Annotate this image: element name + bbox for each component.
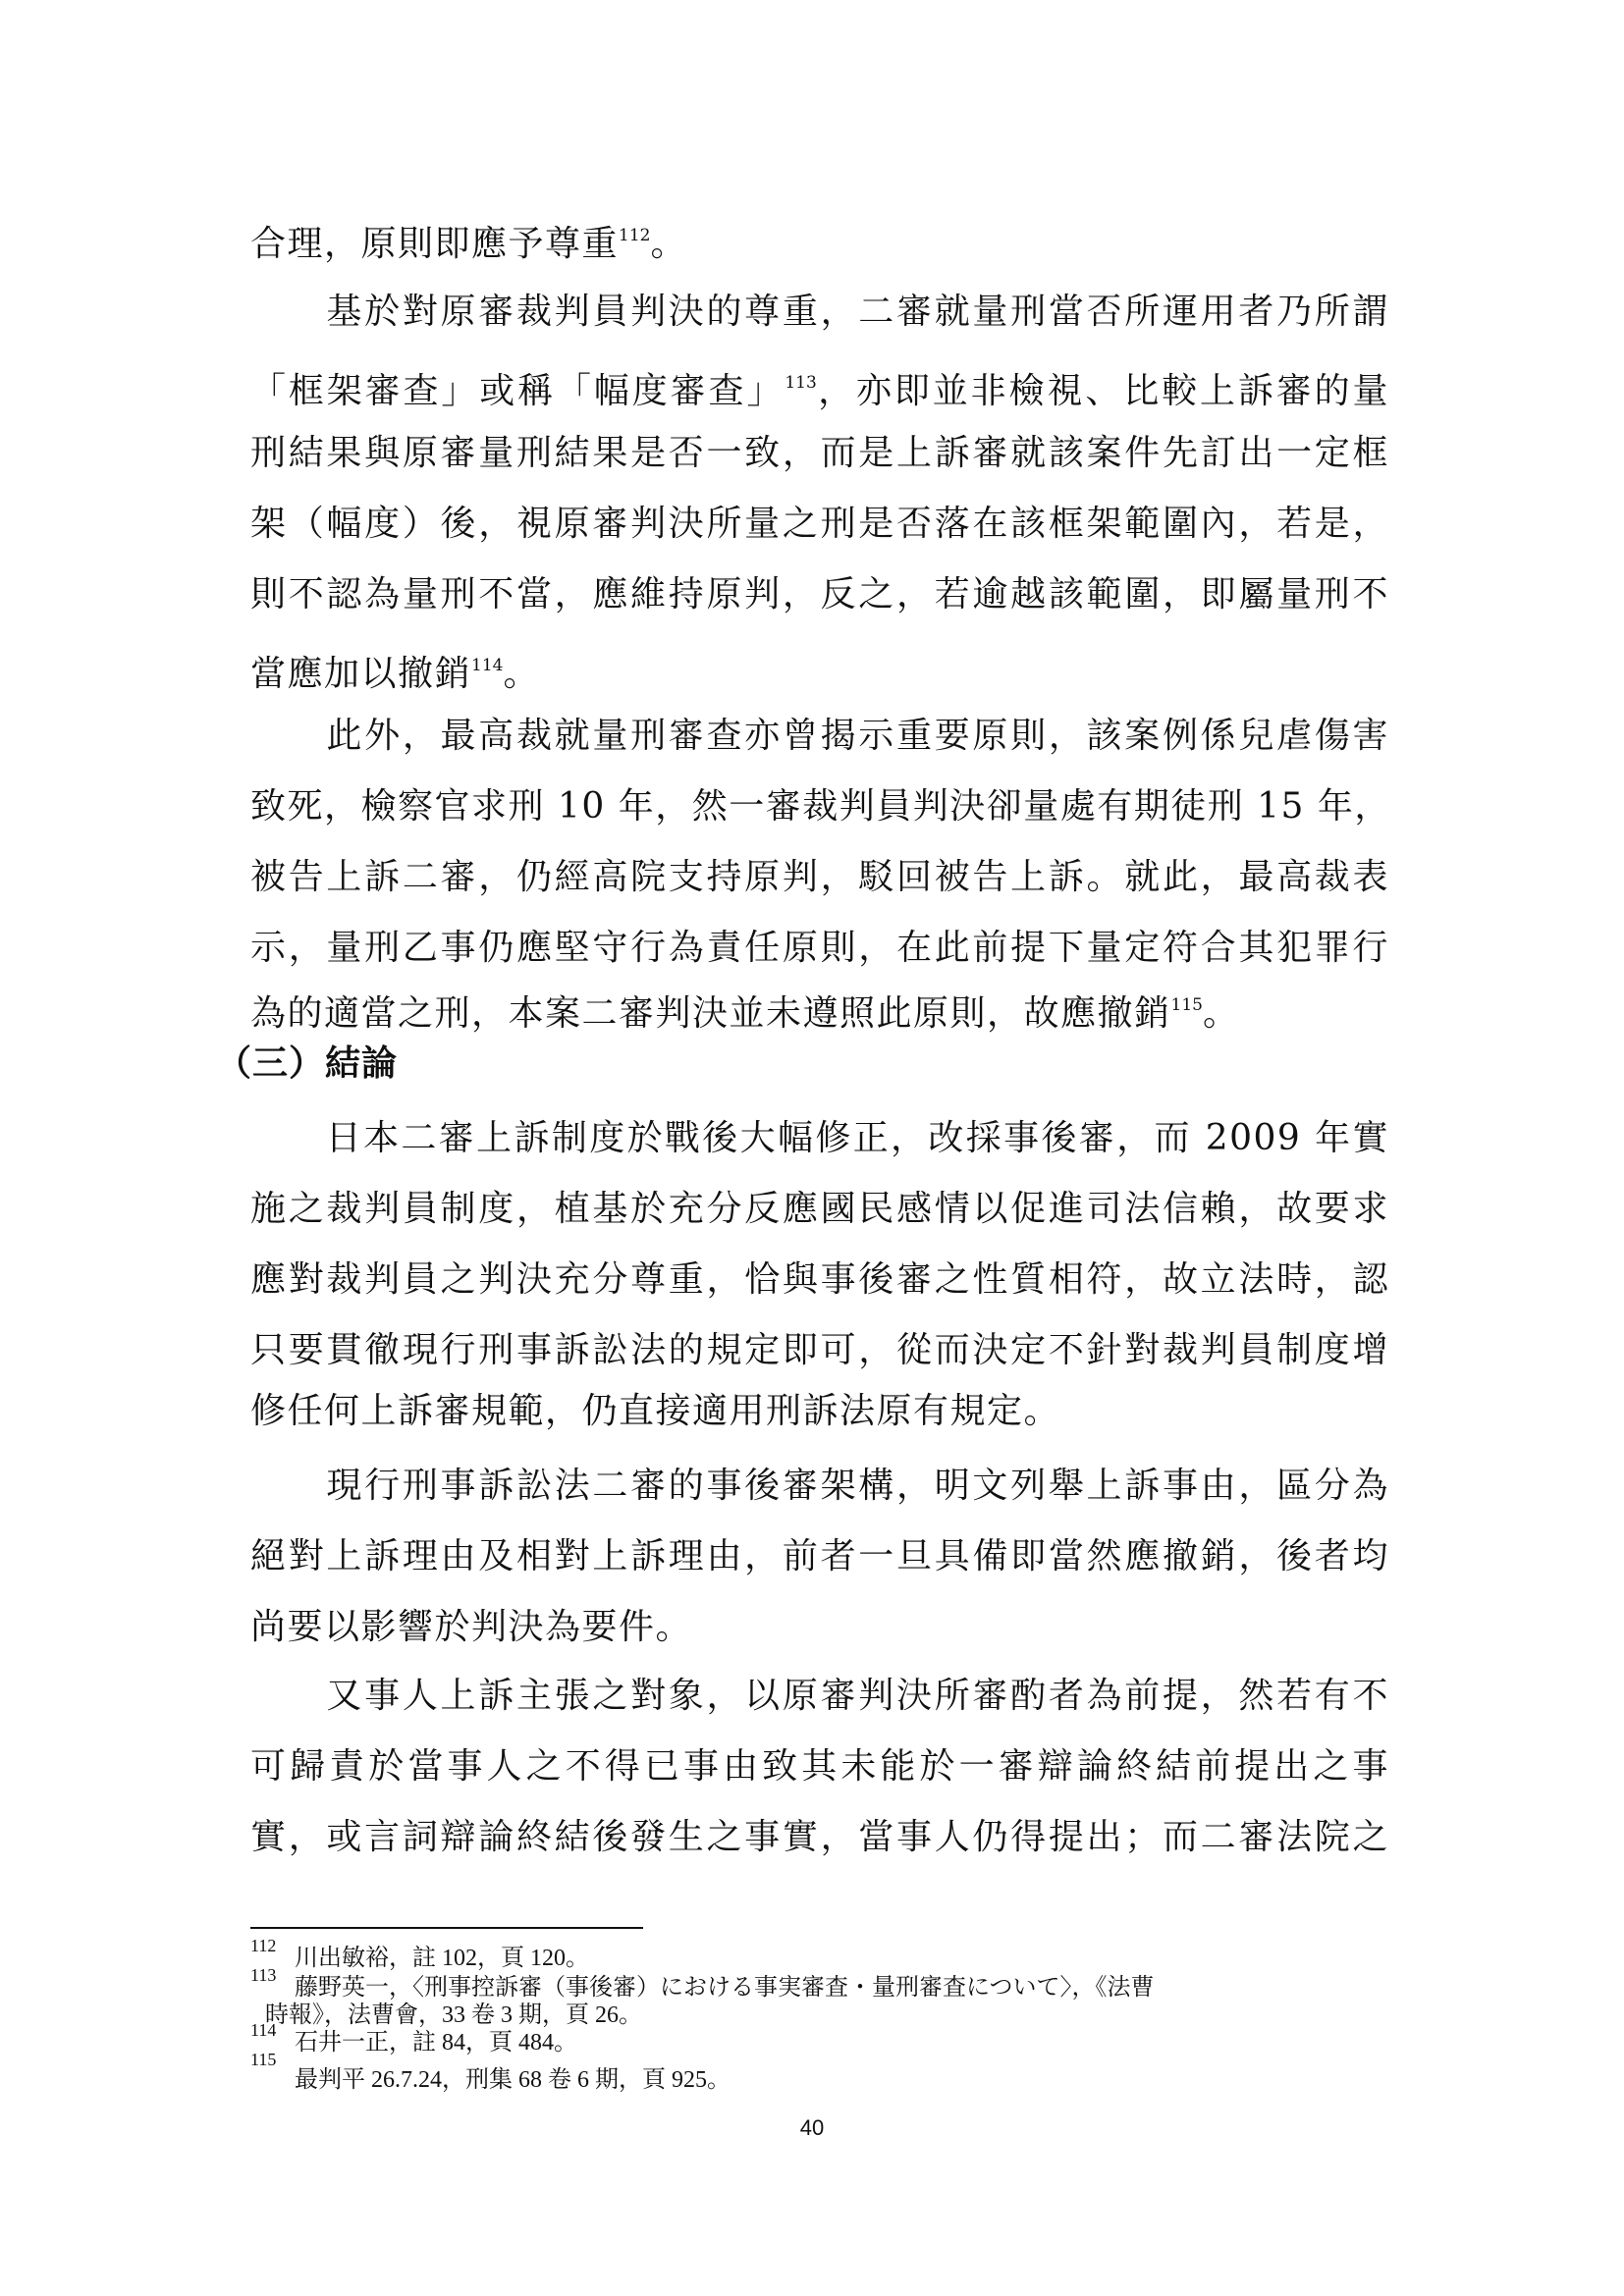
body-line: 日本二審上訴制度於戰後大幅修正，改採事後審，而 2009 年實 [250,1118,1389,1158]
body-line: 應對裁判員之判決充分尊重，恰與事後審之性質相符，故立法時，認 [250,1259,1389,1300]
body-line: 刑結果與原審量刑結果是否一致，而是上訴審就該案件先訂出一定框 [250,433,1389,473]
body-line: 「框架審查」或稱「幅度審查」$^{113}$，亦即並非檢視、比較上訴審的量 [250,371,1389,411]
body-line: 可歸責於當事人之不得已事由致其未能於一審辯論終結前提出之事 [250,1746,1389,1787]
footnote-number: 113 [250,1965,277,1985]
body-line: 當應加以撤銷$^{114}$。 [250,654,540,694]
body-line: 現行刑事訴訟法二審的事後審架構，明文列舉上訴事由，區分為 [250,1466,1389,1506]
body-line: 尚要以影響於判決為要件。 [250,1607,693,1647]
footnote-text: 最判平 26.7.24，刑集 68 卷 6 期，頁 925。 [295,2067,731,2093]
body-line: 施之裁判員制度，植基於充分反應國民感情以促進司法信賴，故要求 [250,1189,1389,1229]
page-number: 40 [799,2115,825,2140]
body-line: 為的適當之刑，本案二審判決並未遵照此原則，故應撤銷$^{115}$。 [250,993,1240,1034]
footnote-number: 115 [250,2050,277,2069]
footnote-text-continued: 時報》，法曹會，33 卷 3 期，頁 26。 [265,2002,642,2028]
body-line: 致死，檢察官求刑 10 年，然一審裁判員判決卻量處有期徒刑 15 年， [250,786,1391,827]
footnote-number: 114 [250,2020,277,2040]
footnote-ref: 113 [785,373,817,393]
body-line: 修任何上訴審規範，仍直接適用刑訴法原有規定。 [250,1391,1061,1431]
body-line: 則不認為量刑不當，應維持原判，反之，若逾越該範圍，即屬量刑不 [250,574,1389,614]
footnote-text: 石井一正，註 84，頁 484。 [295,2030,577,2056]
footnote-number: 112 [250,1936,277,1955]
footnote-separator [250,1927,643,1929]
footnote-ref: 114 [471,656,504,675]
footnote-ref: 112 [619,226,651,245]
footnote-text: 藤野英一，〈刑事控訴審（事後審）における事実審査・量刑審査について〉，《法曹 [295,1975,1155,2001]
body-line: 只要貫徹現行刑事訴訟法的規定即可，從而決定不針對裁判員制度增 [250,1330,1389,1370]
body-line: 又事人上訴主張之對象，以原審判決所審酌者為前提，然若有不 [250,1676,1389,1716]
body-line: 架（幅度）後，視原審判決所量之刑是否落在該框架範圍內，若是， [250,504,1389,544]
body-line: 示，量刑乙事仍應堅守行為責任原則，在此前提下量定符合其犯罪行 [250,928,1389,968]
section-heading: （三）結論 [216,1043,399,1084]
body-line: 基於對原審裁判員判決的尊重，二審就量刑當否所運用者乃所謂 [250,292,1389,332]
body-line: 被告上訴二審，仍經高院支持原判，駁回被告上訴。就此，最高裁表 [250,857,1389,897]
body-line: 實，或言詞辯論終結後發生之事實，當事人仍得提出；而二審法院之 [250,1817,1389,1857]
body-line: 此外，最高裁就量刑審查亦曾揭示重要原則，該案例係兒虐傷害 [250,716,1389,756]
body-line: 絕對上訴理由及相對上訴理由，前者一旦具備即當然應撤銷，後者均 [250,1536,1389,1576]
footnote-ref: 115 [1170,995,1203,1015]
body-line: 合理，原則即應予尊重$^{112}$。 [250,224,687,264]
footnote-text: 川出敏裕，註 102，頁 120。 [295,1946,589,1971]
